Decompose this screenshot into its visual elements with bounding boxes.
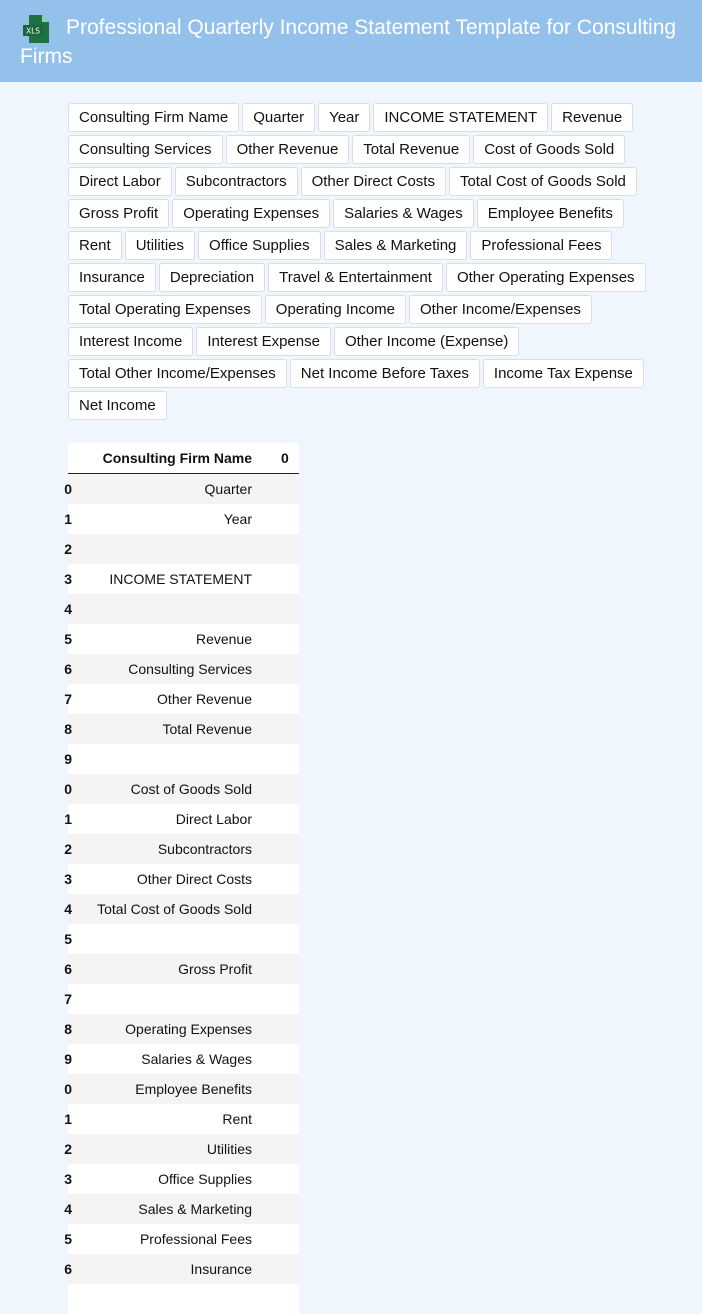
table-row <box>68 744 299 774</box>
field-chip[interactable]: Quarter <box>242 103 315 132</box>
field-chip[interactable]: Net Income <box>68 391 167 420</box>
row-index: 9 <box>68 1044 72 1074</box>
table-row <box>68 1164 299 1194</box>
row-index: 5 <box>68 1224 72 1254</box>
field-chip[interactable]: Cost of Goods Sold <box>473 135 625 164</box>
cell-value: Other Direct Costs <box>72 864 281 894</box>
table-row <box>68 834 299 864</box>
cell-num <box>281 894 299 924</box>
cell-num <box>281 1104 299 1134</box>
cell-num <box>281 1284 299 1314</box>
row-index: 2 <box>68 834 72 864</box>
table-row <box>68 714 299 744</box>
cell-num <box>281 504 299 534</box>
page-header <box>0 0 702 82</box>
field-chip[interactable]: Other Operating Expenses <box>446 263 646 292</box>
field-chip[interactable]: Professional Fees <box>470 231 612 260</box>
row-index: 1 <box>68 504 72 534</box>
cell-value: Consulting Services <box>72 654 281 684</box>
cell-num <box>281 1134 299 1164</box>
cell-num <box>281 1254 299 1284</box>
table-row <box>68 624 299 654</box>
row-index: 6 <box>68 654 72 684</box>
field-chip[interactable]: Revenue <box>551 103 633 132</box>
cell-num <box>281 774 299 804</box>
cell-num <box>281 1044 299 1074</box>
cell-num <box>281 534 299 564</box>
data-table-container <box>64 443 299 1314</box>
row-index: 3 <box>68 564 72 594</box>
field-chip[interactable]: Year <box>318 103 370 132</box>
cell-num <box>281 624 299 654</box>
row-index: 9 <box>68 744 72 774</box>
cell-value: Utilities <box>72 1134 281 1164</box>
table-row <box>68 654 299 684</box>
table-row <box>68 504 299 534</box>
field-chip[interactable]: Interest Income <box>68 327 193 356</box>
field-chip[interactable]: Consulting Firm Name <box>68 103 239 132</box>
cell-num <box>281 564 299 594</box>
field-chip[interactable]: Net Income Before Taxes <box>290 359 480 388</box>
row-index: 0 <box>68 474 72 505</box>
table-row <box>68 474 299 505</box>
row-index: 5 <box>68 924 72 954</box>
cell-num <box>281 1074 299 1104</box>
field-chip[interactable]: Direct Labor <box>68 167 172 196</box>
field-chip[interactable]: Other Income/Expenses <box>409 295 592 324</box>
cell-num <box>281 1014 299 1044</box>
table-row <box>68 564 299 594</box>
field-chip[interactable]: Interest Expense <box>196 327 331 356</box>
cell-num <box>281 954 299 984</box>
table-row <box>68 594 299 624</box>
cell-value: Professional Fees <box>72 1224 281 1254</box>
table-row <box>68 534 299 564</box>
cell-num <box>281 1224 299 1254</box>
table-row <box>68 864 299 894</box>
field-chip[interactable]: Depreciation <box>159 263 265 292</box>
table-row <box>68 894 299 924</box>
cell-value: Cost of Goods Sold <box>72 774 281 804</box>
cell-value: Year <box>72 504 281 534</box>
row-index: 0 <box>68 1074 72 1104</box>
table-row <box>68 1224 299 1254</box>
row-index: 1 <box>68 804 72 834</box>
table-row <box>68 1254 299 1284</box>
table-row <box>68 1284 299 1314</box>
field-chip[interactable]: Salaries & Wages <box>333 199 474 228</box>
cell-value <box>72 744 281 774</box>
field-chip[interactable]: Utilities <box>125 231 195 260</box>
xls-icon-label: XLS <box>25 26 41 36</box>
cell-num <box>281 714 299 744</box>
table-row <box>68 1014 299 1044</box>
cell-value: Other Revenue <box>72 684 281 714</box>
cell-num <box>281 804 299 834</box>
field-chip[interactable]: Other Revenue <box>226 135 350 164</box>
column-header[interactable]: Consulting Firm Name <box>72 443 281 474</box>
cell-value <box>72 1284 281 1314</box>
table-row <box>68 1044 299 1074</box>
cell-value: Insurance <box>72 1254 281 1284</box>
cell-value: Employee Benefits <box>72 1074 281 1104</box>
table-row <box>68 1074 299 1104</box>
field-chip[interactable]: Operating Income <box>265 295 406 324</box>
table-row <box>68 804 299 834</box>
table-header-row <box>68 443 299 474</box>
cell-value: Direct Labor <box>72 804 281 834</box>
cell-value: Operating Expenses <box>72 1014 281 1044</box>
field-chip[interactable]: Travel & Entertainment <box>268 263 443 292</box>
cell-value: Quarter <box>72 474 281 505</box>
field-chip[interactable]: Income Tax Expense <box>483 359 644 388</box>
row-index: 4 <box>68 594 72 624</box>
field-chip-list <box>68 103 678 420</box>
table-row <box>68 954 299 984</box>
field-chip[interactable]: Office Supplies <box>198 231 321 260</box>
page-title: Professional Quarterly Income Statement Template for Consulting Firms <box>20 16 677 68</box>
cell-value: Office Supplies <box>72 1164 281 1194</box>
cell-value <box>72 924 281 954</box>
cell-value <box>72 594 281 624</box>
cell-value: Subcontractors <box>72 834 281 864</box>
field-chip[interactable]: Insurance <box>68 263 156 292</box>
cell-num <box>281 864 299 894</box>
table-row <box>68 1194 299 1224</box>
field-chip[interactable]: Employee Benefits <box>477 199 624 228</box>
row-index: 5 <box>68 624 72 654</box>
field-chip[interactable]: Operating Expenses <box>172 199 330 228</box>
row-index: 8 <box>68 714 72 744</box>
table-row <box>68 1104 299 1134</box>
row-index: 4 <box>68 1194 72 1224</box>
row-index: 6 <box>68 954 72 984</box>
row-index: 1 <box>68 1104 72 1134</box>
row-index: 7 <box>68 684 72 714</box>
data-table <box>64 443 299 1314</box>
field-chip[interactable]: Rent <box>68 231 122 260</box>
table-row <box>68 924 299 954</box>
cell-value <box>72 984 281 1014</box>
field-chip[interactable]: INCOME STATEMENT <box>373 103 548 132</box>
cell-value: Salaries & Wages <box>72 1044 281 1074</box>
table-row <box>68 1134 299 1164</box>
cell-value: Total Revenue <box>72 714 281 744</box>
field-chip[interactable]: Subcontractors <box>175 167 298 196</box>
table-row <box>68 684 299 714</box>
row-index: 6 <box>68 1254 72 1284</box>
cell-num <box>281 474 299 505</box>
table-row <box>68 984 299 1014</box>
field-chip[interactable]: Total Cost of Goods Sold <box>449 167 637 196</box>
field-chip[interactable]: Consulting Services <box>68 135 223 164</box>
field-chip[interactable]: Gross Profit <box>68 199 169 228</box>
column-header-num[interactable]: 0 <box>281 443 299 474</box>
table-row <box>68 774 299 804</box>
cell-num <box>281 744 299 774</box>
field-chip[interactable]: Other Income (Expense) <box>334 327 519 356</box>
cell-num <box>281 834 299 864</box>
cell-value: Rent <box>72 1104 281 1134</box>
cell-value: Revenue <box>72 624 281 654</box>
row-index: 2 <box>68 534 72 564</box>
xls-file-icon <box>21 14 51 44</box>
cell-num <box>281 1164 299 1194</box>
cell-value <box>72 534 281 564</box>
row-index: 4 <box>68 894 72 924</box>
cell-num <box>281 594 299 624</box>
row-index: 8 <box>68 1014 72 1044</box>
field-chip[interactable]: Total Operating Expenses <box>68 295 262 324</box>
row-index: 7 <box>68 984 72 1014</box>
row-index: 3 <box>68 864 72 894</box>
cell-value: Sales & Marketing <box>72 1194 281 1224</box>
cell-value: Total Cost of Goods Sold <box>72 894 281 924</box>
field-chip[interactable]: Other Direct Costs <box>301 167 446 196</box>
field-chip[interactable]: Sales & Marketing <box>324 231 468 260</box>
field-chip[interactable]: Total Revenue <box>352 135 470 164</box>
row-index: 0 <box>68 774 72 804</box>
row-index: 2 <box>68 1134 72 1164</box>
row-index: 3 <box>68 1164 72 1194</box>
cell-num <box>281 984 299 1014</box>
cell-num <box>281 654 299 684</box>
cell-num <box>281 684 299 714</box>
field-chip[interactable]: Total Other Income/Expenses <box>68 359 287 388</box>
cell-num <box>281 1194 299 1224</box>
cell-num <box>281 924 299 954</box>
cell-value: INCOME STATEMENT <box>72 564 281 594</box>
cell-value: Gross Profit <box>72 954 281 984</box>
